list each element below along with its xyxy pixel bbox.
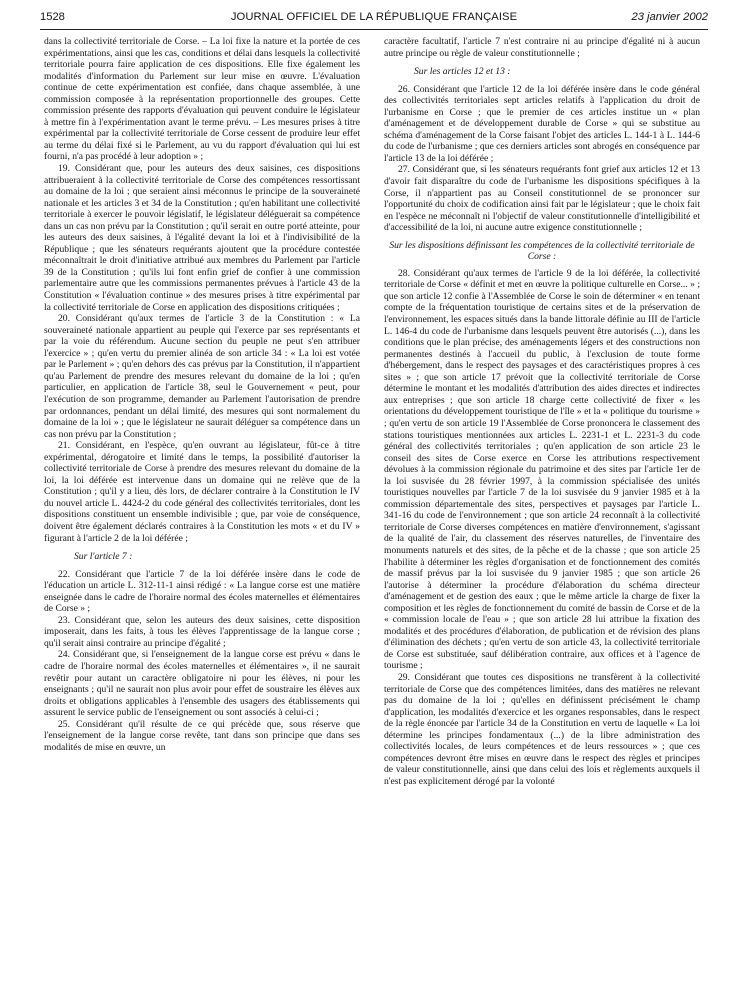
paragraph-20: 20. Considérant qu'aux termes de l'article 3 de la Constitution : « La souveraineté nationale appartient au peuple qui l'exerce par ses représentants et par la voie du référendum. Aucune section du peuple ne peut s'en attribuer l'exercice » ; qu'en vertu du premier alinéa de son article 34 : « La loi est votée par le Parlement » ; qu'en dehors des cas prévus par la Constitution, il n'appartient qu'au Parlement de prendre des mesures relevant du domaine de la loi ; qu'en particulier, en application de l'article 38, seul le Gouvernement « peut, pour l'exécution de son programme, demander au Parlement l'autorisation de prendre par ordonnances, pendant un délai limité, des mesures qui sont normalement du domaine de la loi » ; que le législateur ne saurait déléguer sa compétence dans un cas non prévu par la Constitution ; [44, 313, 360, 440]
paragraph-27: 27. Considérant que, si les sénateurs requérants font grief aux articles 12 et 13 d'avoir fait disparaître du code de l'urbanisme les dispositions spécifiques à la Corse, il n'appartient pas au Conseil constitutionnel de se prononcer sur l'opportunité du choix de codification ainsi fait par le législateur ; que le choix fait en l'espèce ne méconnaît ni l'objectif de valeur constitutionnelle d'intelligibilité et d'accessibilité de la loi, ni aucune autre exigence constitutionnelle ; [384, 164, 700, 234]
paragraph-26: 26. Considérant que l'article 12 de la loi déférée insère dans le code général des collectivités territoriales sept articles relatifs à l'application du droit de l'urbanisme en Corse ; que le premier de ces articles institue un « plan d'aménagement et de développement durable de Corse » qui se substitue au schéma d'aménagement de la Corse faisant l'objet des articles L. 144-1 à L. 144-6 du code de l'urbanisme ; que ces derniers articles sont abrogés en conséquence par l'article 13 de la loi déférée ; [384, 83, 700, 164]
subheading-articles-12-13: Sur les articles 12 et 13 : [414, 66, 511, 78]
paragraph-22: 22. Considérant que l'article 7 de la loi déférée insère dans le code de l'éducation un article L. 312-11-1 ainsi rédigé : « La langue corse est une matière enseignée dans le cadre de l'horaire normal des écoles maternelles et élémentaires de Corse » ; [44, 568, 360, 615]
paragraph-25: 25. Considérant qu'il résulte de ce qui précède que, sous réserve que l'enseignement de la langue corse revête, tant dans son principe que dans ses modalités de mise en œuvre, un [44, 718, 360, 753]
paragraph-19: 19. Considérant que, pour les auteurs des deux saisines, ces dispositions attribueraient à la collectivité territoriale de Corse des compétences ressortissant au domaine de la loi ; que seraient ainsi méconnus le principe de la souveraineté nationale et les articles 3 et 34 de la Constitution ; qu'en habilitant une collectivité territoriale à exercer le pouvoir législatif, le législateur déléguerait sa compétence dans un cas non prévu par la Constitution ; qu'il serait en outre porté atteinte, pour les auteurs des deux saisines, à l'égalité devant la loi et à l'indivisibilité de la République ; que les sénateurs requérants ajoutent que la procédure contestée méconnaîtrait le droit d'initiative attribué aux membres du Parlement par l'article 39 de la Constitution ; qu'ils lui font enfin grief de confier à une commission parlementaire autre que les commissions permanentes prévues à l'article 43 de la Constitution « l'évaluation continue » des mesures prises à titre expérimental par la collectivité territoriale de Corse en application des dispositions critiquées ; [44, 163, 360, 313]
paragraph-24: 24. Considérant que, si l'enseignement de la langue corse est prévu « dans le cadre de l'horaire normal des écoles maternelles et élémentaires », il ne saurait revêtir pour autant un caractère obligatoire ni pour les élèves, ni pour les enseignants ; qu'il ne saurait non plus avoir pour effet de soustraire les élèves aux droits et obligations applicables à l'ensemble des usagers des établissements qui assurent le service public de l'enseignement ou sont associés à celui-ci ; [44, 649, 360, 719]
page-number: 1528 [40, 11, 65, 23]
paragraph-23: 23. Considérant que, selon les auteurs des deux saisines, cette disposition imposerait, dans les faits, à tous les élèves l'apprentissage de la langue corse ; qu'il serait ainsi contraire au principe d'égalité ; [44, 614, 360, 649]
journal-title: JOURNAL OFFICIEL DE LA RÉPUBLIQUE FRANÇAISE [230, 11, 518, 23]
paragraph-29: 29. Considérant que toutes ces dispositions ne transfèrent à la collectivité territoriale de Corse que des compétences limitées, dans des matières ne relevant pas du domaine de la loi ; qu'elles en définissent précisément le champ d'application, les modalités d'exercice et les organes responsables, dans le respect de la règle énoncée par l'article 34 de la Constitution en vertu de laquelle « La loi détermine les principes fondamentaux (...) de la libre administration des collectivités locales, de leurs compétences et de leurs ressources » ; que ces compétences devront être mises en œuvre dans le respect des règles et principes de valeur constitutionnelle, ainsi que dans celui des lois et règlements auxquels il n'est pas explicitement dérogé par la volonté [384, 671, 700, 787]
paragraph-continued: dans la collectivité territoriale de Corse. – La loi fixe la nature et la portée de ces expérimentations, ainsi que les cas, conditions et délai dans lesquels la collectivité territoriale pourra faire application de ces dispositions. Elle fixe également les modalités d'information du Parlement sur leur mise en œuvre. L'évaluation continue de cette expérimentation est confiée, dans chaque assemblée, à une commission composée à la représentation proportionnelle des groupes. Cette commission présente des rapports d'évaluation qui peuvent conduire le législateur à mettre fin à l'expérimentation avant le terme prévu. – Les mesures prises à titre expérimental par la collectivité territoriale de Corse cessent de produire leur effet au terme du délai fixé si le Parlement, au vu du rapport d'évaluation qui lui est fourni, n'a pas procédé à leur adoption » ; [44, 36, 360, 163]
paragraph-21: 21. Considérant, en l'espèce, qu'en ouvrant au législateur, fût-ce à titre expérimental, dérogatoire et limité dans le temps, la possibilité d'autoriser la collectivité territoriale de Corse à prendre des mesures relevant du domaine de la loi, la loi déférée est intervenue dans un domaine qui ne relève que de la Constitution ; qu'il y a lieu, dès lors, de déclarer contraire à la Constitution le IV du nouvel article L. 4424-2 du code général des collectivités territoriales, dont les dispositions constituent un ensemble indivisible ; que, par voie de conséquence, doivent être également déclarés contraires à la Constitution les mots « et du IV » figurant à l'article 2 de la loi déférée ; [44, 440, 360, 544]
paragraph-28: 28. Considérant qu'aux termes de l'article 9 de la loi déférée, la collectivité territoriale de Corse « définit et met en œuvre la politique culturelle en Corse... » ; que son article 12 confie à l'Assemblée de Corse le soin de déterminer « en tenant compte de la fréquentation touristique de certains sites et de la préservation de l'environnement, les espaces situés dans la bande littorale définie au III de l'article L. 146-4 du code de l'urbanisme dans lesquels peuvent être autorisés (...), dans les conditions que le plan précise, des aménagements légers et des constructions non permanentes destinés à l'accueil du public, à l'exclusion de toute forme d'hébergement, dans le respect des paysages et des caractéristiques propres à ces sites » ; que son article 17 prévoit que la collectivité territoriale de Corse détermine le montant et les modalités d'attribution des aides directes et indirectes aux entreprises ; que son article 18 charge cette collectivité de fixer « les orientations du développement touristique de l'île » et la « politique du tourisme » ; qu'en vertu de son article 19 l'Assemblée de Corse prononcera le classement des stations touristiques mentionnées aux articles L. 2231-1 et L. 2231-3 du code général des collectivités territoriales ; qu'en application de son article 23 le conseil des sites de Corse exerce en Corse les attributions respectivement dévolues à la commission régionale du patrimoine et des sites par l'article 1er de la loi susvisée du 28 février 1997, à la commission spécialisée des unités touristiques nouvelles par l'article 7 de la loi susvisée du 9 janvier 1985 et à la commission départementale des sites, perspectives et paysages par l'article L. 341-16 du code de l'environnement ; que son article 24 reconnaît à la collectivité territoriale de Corse diverses compétences en matière d'environnement, s'agissant de la qualité de l'air, du classement des réserves naturelles, de l'inventaire des monuments naturels et des sites, de la pêche et de la chasse ; que son article 25 l'habilite à déterminer les règles d'organisation et de fonctionnement des comités de massif prévus par la loi susvisée du 9 janvier 1985 ; que son article 26 l'autorise à déterminer la procédure d'élaboration du schéma directeur d'aménagement et de gestion des eaux ; que le même article la charge de fixer la composition et les règles de fonctionnement du comité de bassin de Corse et de la « commission locale de l'eau » ; que son article 28 lui attribue la fixation des modalités et des procédures d'élaboration, de publication et de révision des plans d'élimination des déchets ; qu'en vertu de son article 43, la collectivité territoriale de Corse est substituée, sauf délibération contraire, aux offices et à l'agence de tourisme ; [384, 267, 700, 672]
publication-date: 23 janvier 2002 [631, 11, 708, 23]
right-column [384, 36, 700, 787]
left-column [44, 36, 360, 753]
subheading-article-7: Sur l'article 7 : [74, 551, 133, 563]
paragraph-continued-right: caractère facultatif, l'article 7 n'est contraire ni au principe d'égalité ni à aucun autre principe ou règle de valeur constitutionnelle ; [384, 36, 700, 59]
header-rule [40, 29, 708, 30]
page-header [40, 11, 708, 27]
subheading-competences: Sur les dispositions définissant les compétences de la collectivité territoriale de Corse : [389, 239, 695, 263]
